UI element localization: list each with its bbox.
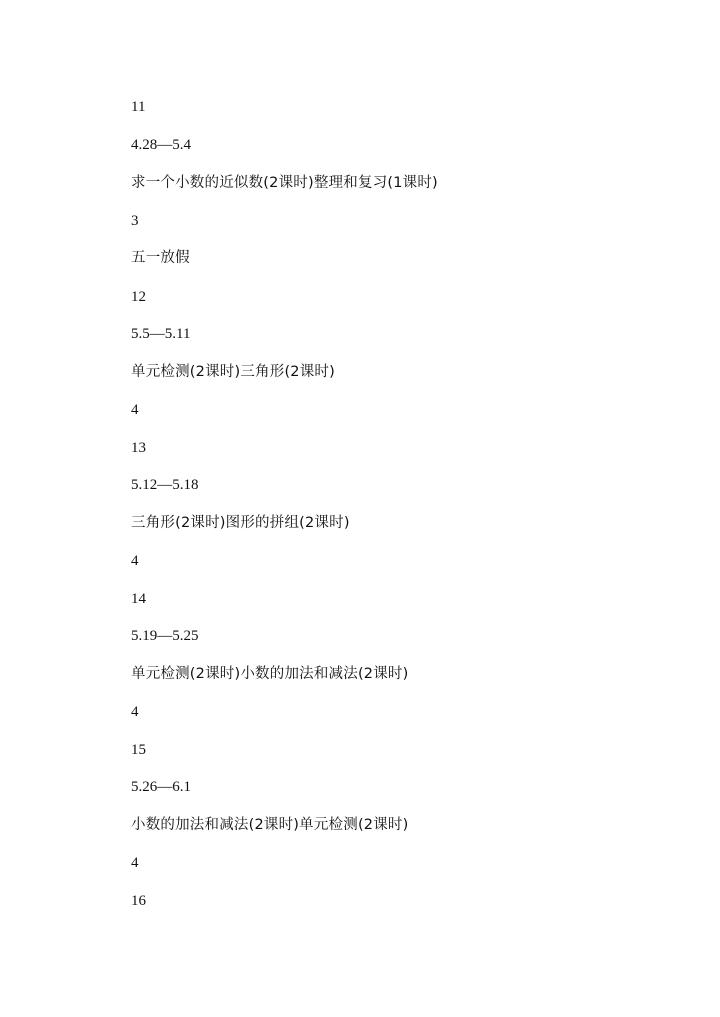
lesson-content: 小数的加法和减法(2课时)单元检测(2课时) (131, 817, 409, 833)
week-number: 12 (131, 289, 146, 305)
lesson-content: 单元检测(2课时)三角形(2课时) (131, 364, 335, 380)
week-number: 16 (131, 893, 146, 909)
lesson-count: 4 (131, 402, 139, 418)
week-number: 13 (131, 440, 146, 456)
week-number: 14 (131, 591, 146, 607)
date-range: 5.26—6.1 (131, 779, 191, 795)
holiday-note: 五一放假 (131, 250, 190, 266)
lesson-content: 单元检测(2课时)小数的加法和减法(2课时) (131, 666, 409, 682)
date-range: 4.28—5.4 (131, 137, 191, 153)
week-number: 15 (131, 742, 146, 758)
date-range: 5.5—5.11 (131, 326, 191, 342)
lesson-count: 4 (131, 553, 139, 569)
week-number: 11 (131, 99, 146, 115)
date-range: 5.19—5.25 (131, 628, 199, 644)
lesson-count: 4 (131, 855, 139, 871)
lesson-count: 3 (131, 213, 139, 229)
lesson-content: 三角形(2课时)图形的拼组(2课时) (131, 515, 350, 531)
lesson-count: 4 (131, 704, 139, 720)
date-range: 5.12—5.18 (131, 477, 199, 493)
lesson-content: 求一个小数的近似数(2课时)整理和复习(1课时) (131, 175, 438, 191)
